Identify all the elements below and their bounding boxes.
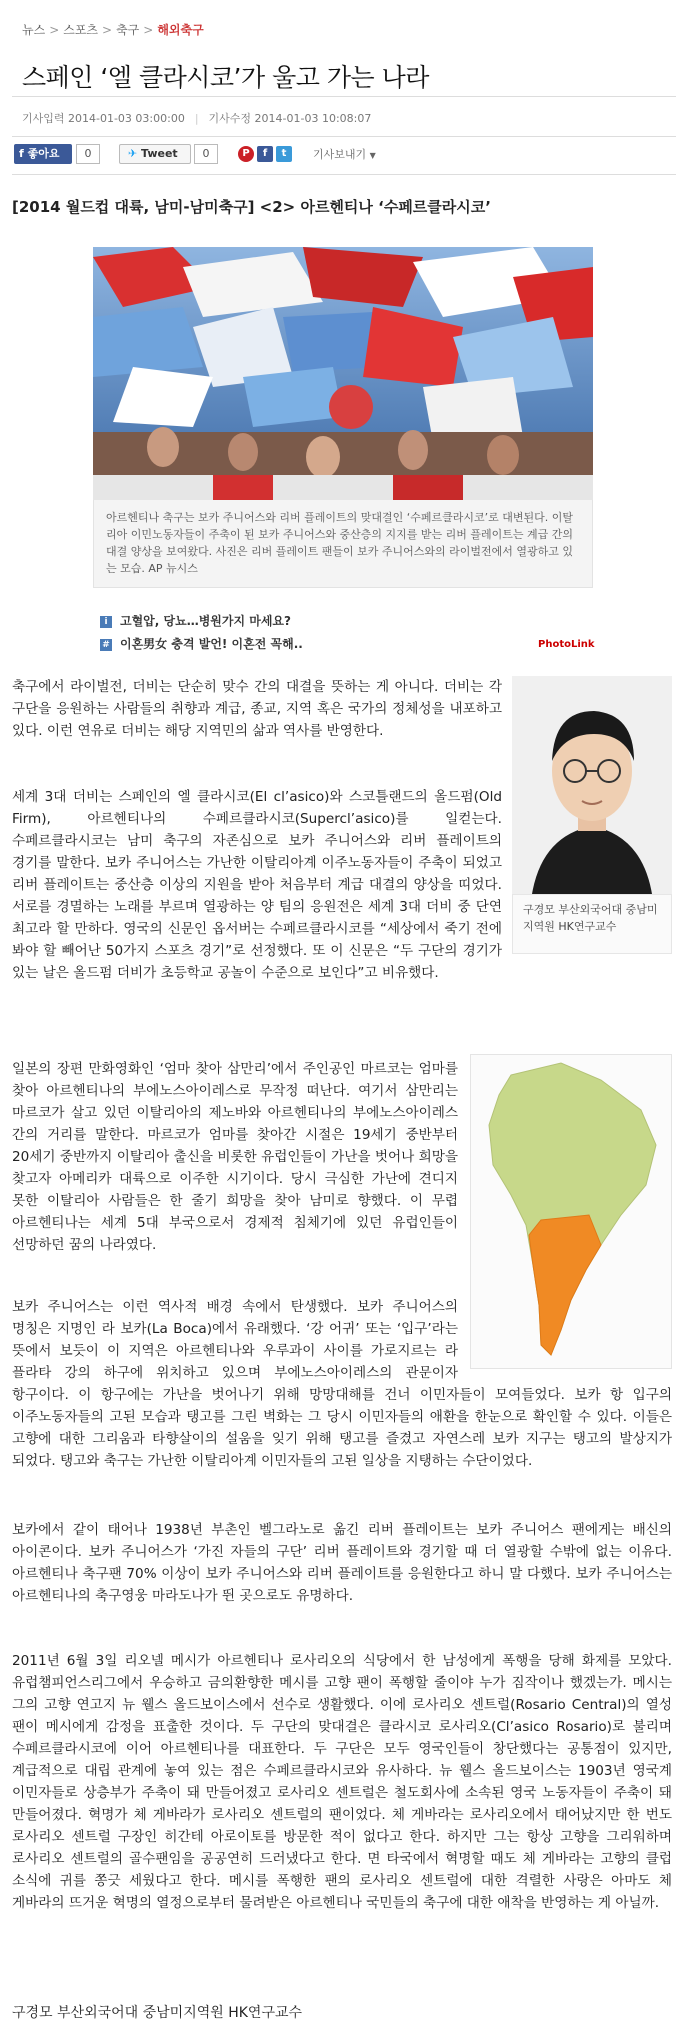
bullet-icon: i: [100, 616, 112, 628]
paragraph-text: 보카 주니어스는 이런 역사적 배경 속에서 탄생했다. 보카 주니어스의 명칭은 지명인 라 보카(La Boca)에서 유래했다. ‘강 어귀’ 또는 ‘입구’라는 뜻에서 보듯이 이 지역은 아르헨티나와 우루과이 사이를 가로지르는 라 플라타 강의 하구에 위치하고 있으며 부에노스아이레스의 관문이자 항구이다. 이 항구에는 가난을 벗어나기 위해 망망대해를 건너 이민자들이 모여들었다. 보카 항 입구의 이주노동자들의 고된 모습과 탱고를 그린 벽화는 그 당시 이민자들의 애환을 한눈으로 확인할 수 있다. 이들은 고향에 대한 그리움과 타향살이의 설움을 잊기 위해 탱고를 즐겼고 자연스레 보카 지구는 탱고의 발상지가 되었다. 탱고와 축구는 가난한 이탈리아계 이민자들의 고된 일상을 지탱하는 수단이었다.: [12, 1299, 672, 1469]
social-bar: [12, 144, 672, 166]
related-link-text: 이혼男女 충격 발언! 이혼전 꼭해..: [120, 637, 303, 651]
chevron-down-icon: ▼: [369, 151, 376, 160]
tweet-label: Tweet: [141, 147, 178, 160]
pinterest-icon[interactable]: P: [238, 146, 254, 162]
facebook-share-icon[interactable]: f: [257, 146, 273, 162]
paragraph-text: 일본의 장편 만화영화인 ‘엄마 찾아 삼만리’에서 주인공인 마르코는 엄마를 찾아 아르헨티나의 부에노스아이레스로 무작정 떠난다. 여기서 삼만리는 마르코가 살고 있던 이탈리아의 제노바와 아르헨티나의 부에노스아이레스 간의 거리를 말한다. 마르코가 엄마를 찾아간 시절은 19세기 중반부터 20세기 중반까지 이탈리아 출신을 비롯한 유럽인들이 가난을 벗어나 희망을 찾고자 아메리카 대륙으로 이주한 시기이다. 당시 극심한 가난에 견디지 못한 이탈리아 사람들은 한 줄기 희망을 찾아 남미로 향했다. 이 무렵 아르헨티나는 세계 5대 부국으로서 경제적 침체기에 있던 유럽인들이 선망하던 꿈의 나라였다.: [12, 1061, 458, 1253]
published-date: 기사입력 2014-01-03 03:00:00: [22, 112, 185, 125]
like-count: 0: [76, 144, 100, 164]
related-link-text: 고혈압, 당뇨…병원가지 마세요?: [120, 614, 291, 628]
breadcrumb: [22, 21, 204, 38]
tweet-count: 0: [194, 144, 218, 164]
paragraph-wrap: [458, 1296, 672, 1368]
crumb-sports[interactable]: 스포츠: [63, 23, 99, 37]
article-photo: [93, 247, 593, 500]
crowd-photo-image: [93, 247, 593, 500]
crumb-sep: >: [102, 23, 113, 37]
bullet-icon: #: [100, 639, 112, 651]
twitter-share-icon[interactable]: t: [276, 146, 292, 162]
divider: [12, 96, 676, 97]
twitter-icon: ✈: [128, 147, 142, 160]
related-link-1[interactable]: [100, 612, 291, 629]
crumb-current[interactable]: 해외축구: [157, 23, 204, 37]
paragraph-text: 세계 3대 더비는 스페인의 엘 클라시코(El cl’asico)와 스코틀랜드의 올드펌(Old Firm), 아르헨티나의 수페르클라시코(Supercl’asico)를 일컫는다. 수페르클라시코는 남미 축구의 자존심으로 보카 주니어스와 리버 플레이트의 경기를 말한다. 보카 주니어스는 가난한 이탈리아계 이주노동자들이 주축이 되었고 리버 플레이트는 중산층 이상의 지원을 받아 처음부터 계급 대결의 양상을 띠었다. 서로를 경멸하는 노래를 부르며 열광하는 양 팀의 응원전은 세계 3대 더비 중 단연 최고라 할 만하다. 영국의 신문인 옵서버는 수페르클라시코를 “세상에서 죽기 전에 봐야 할 빼어난 50가지 스포츠 경기”로 선정했다. 또 이 신문은 “두 구단의 경기가 있는 날은 올드펌 더비가 초등학교 공놀이 수준으로 보인다”고 비유했다.: [12, 789, 502, 981]
article-dates: 기사입력 2014-01-03 03:00:00 | 기사수정 2014-01-03 10:08:07: [22, 112, 372, 125]
facebook-like-button[interactable]: [14, 144, 72, 164]
article-paragraph: [12, 786, 672, 984]
article-subtitle: [2014 월드컵 대륙, 남미-남미축구] <2> 아르헨티나 ‘수페르클라시코’: [12, 198, 491, 216]
divider: [12, 174, 676, 175]
related-link-2[interactable]: [100, 635, 303, 652]
send-article-label: 기사보내기: [313, 148, 367, 161]
article-paragraph: 보카에서 같이 태어나 1938년 부촌인 벨그라노로 옮긴 리버 플레이트는 보카 주니어스 팬에게는 배신의 아이콘이다. 보카 주니어스가 ‘가진 자들의 구단’ 리버 플레이트와 경기할 때 더 열광할 수밖에 없는 이유다. 아르헨티나 축구팬 70% 이상이 보카 주니어스와 리버 플레이트를 응원한다고 하니 말 다했다. 보카 주니어스는 아르헨티나의 축구영웅 마라도나가 뛴 곳으로도 유명하다.: [12, 1522, 672, 1604]
facebook-icon: f: [19, 147, 28, 160]
crumb-sep: >: [49, 23, 60, 37]
like-label: 좋아요: [27, 147, 60, 160]
crumb-soccer[interactable]: 축구: [116, 23, 140, 37]
photolink-logo[interactable]: PhotoLink: [538, 639, 595, 650]
crumb-news[interactable]: 뉴스: [22, 23, 46, 37]
author-caption: 구경모 부산외국어대 중남미지역원 HK연구교수: [512, 894, 672, 954]
divider: [12, 136, 676, 137]
send-article-menu[interactable]: [313, 146, 376, 162]
article-paragraph: 축구에서 라이벌전, 더비는 단순히 맞수 간의 대결을 뜻하는 게 아니다. 더비는 각 구단을 응원하는 사람들의 취향과 계급, 종교, 지역 혹은 국가의 정체성을 내포하고 있다. 이런 연유로 더비는 해당 지역민의 삶과 역사를 반영한다.: [12, 679, 502, 739]
crumb-sep: >: [143, 23, 154, 37]
paragraph-wrap: [502, 786, 672, 946]
article-byline: 구경모 부산외국어대 중남미지역원 HK연구교수: [12, 2005, 303, 2021]
tweet-button[interactable]: [119, 144, 191, 164]
updated-date: 기사수정 2014-01-03 10:08:07: [208, 112, 372, 125]
photo-caption: 아르헨티나 축구는 보카 주니어스와 리버 플레이트의 맞대결인 ‘수페르클라시코’로 대변된다. 이탈리아 이민노동자들이 주축이 된 보카 주니어스와 중산층의 지지를 받는 리버 플레이트는 계급 간의 대결 양상을 보여왔다. 사진은 리버 플레이트 팬들이 보카 주니어스와의 라이벌전에서 열광하고 있는 모습. AP 뉴시스: [93, 500, 593, 588]
article-paragraph: 2011년 6월 3일 리오넬 메시가 아르헨티나 로사리오의 식당에서 한 남성에게 폭행을 당해 화제를 모았다. 유럽챔피언스리그에서 우승하고 금의환향한 메시를 고향 팬이 폭행할 줄이야 누가 짐작이나 했겠는가. 메시는 그의 고향 연고지 뉴 웰스 올드보이스에서 선수로 생활했다. 이에 로사리오 센트럴(Rosario Central)의 열성 팬이 메시에게 감정을 표출한 것이다. 두 구단의 맞대결은 클라시코 로사리오(Cl’asico Rosario)로 불리며 수페르클라시코에 이어 아르헨티나를 대표한다. 두 구단은 모두 영국인들이 창단했다는 공통점이 있지만, 계급적으로 대립 관계에 놓여 있는 점은 수페르클라시코와 유사하다. 뉴 웰스 올드보이스는 1903년 영국계 이민자들로 상층부가 주축이 돼 만들어졌고 로사리오 센트럴은 철도회사에 소속된 영국 노동자들이 주축이 돼 만들어졌다. 혁명가 체 게바라가 로사리오 센트럴의 팬이었다. 체 게바라는 로사리오에서 태어났지만 한 번도 로사리오 센트럴 구장인 히간테 아로이토를 방문한 적이 없다고 한다. 하지만 그는 항상 고향을 그리워하며 로사리오 센트럴의 골수팬임을 공공연히 드러냈다고 한다. 면 타국에서 혁명할 때도 체 게바라는 고향의 클럽 소식에 귀를 쫑긋 세웠다고 한다. 메시를 폭행한 팬의 로사리오 센트럴에 대한 격렬한 사랑은 아마도 체 게바라의 뜨거운 혁명의 열정으로부터 물려받은 아르헨티나 국민들의 축구에 대한 애착을 반영하는 게 아닐까.: [12, 1653, 672, 1911]
article-paragraph: [12, 1296, 672, 1472]
page-title: 스페인 ‘엘 클라시코’가 울고 가는 나라: [22, 63, 429, 92]
